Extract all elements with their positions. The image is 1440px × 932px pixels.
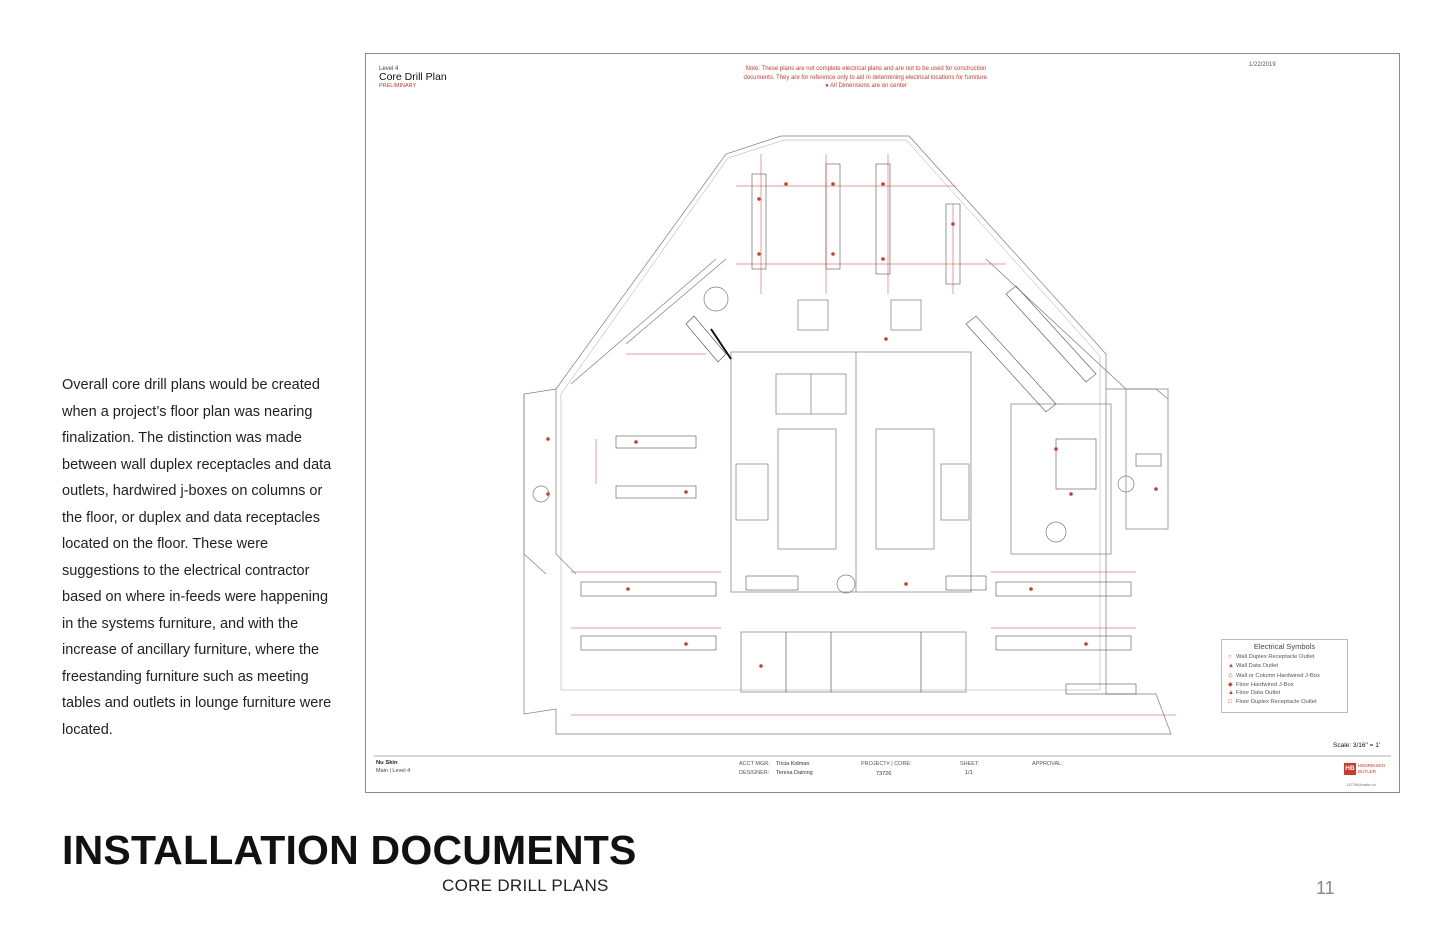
legend-label: Floor Data Outlet [1236, 690, 1281, 696]
workstation-cluster [686, 316, 726, 362]
workstation-cluster [616, 486, 696, 498]
client-location: Main | Level 4 [376, 768, 411, 774]
legend-label: Wall Data Outlet [1236, 663, 1278, 669]
outlet-marker [626, 587, 630, 591]
outlet-marker [1084, 642, 1088, 646]
legend-item [1228, 690, 1280, 696]
building-outline-inner [561, 140, 1100, 690]
right-wing-wall [1106, 389, 1168, 399]
workstation-cluster [581, 582, 716, 596]
restroom-right [876, 429, 934, 549]
core-drill-plan-sheet [365, 53, 1400, 793]
workstation-cluster [966, 316, 1056, 412]
workstation-cluster [746, 576, 798, 590]
legend-label: Wall or Column Hardwired J-Box [1236, 673, 1320, 679]
workstation-cluster [1056, 439, 1096, 489]
plan-title: Core Drill Plan [379, 71, 447, 83]
designer-label: DESIGNER: [739, 770, 770, 776]
outlet-marker [904, 582, 908, 586]
plan-status: PRELIMINARY [379, 83, 417, 89]
outlet-marker [759, 664, 763, 668]
legend-symbol: ▲ [1228, 663, 1234, 669]
outlet-marker [684, 490, 688, 494]
legend-item [1228, 654, 1314, 660]
feature-wall [711, 329, 731, 359]
legend-item [1228, 681, 1294, 688]
acct-mgr-value: Tricia Kidman [776, 761, 810, 767]
building-core [731, 352, 971, 592]
plan-date: 1/22/2019 [1249, 62, 1276, 68]
page-number: 11 [1316, 878, 1335, 898]
workstation-cluster [996, 636, 1131, 650]
legend-title: Electrical Symbols [1253, 642, 1316, 651]
intro-paragraph: Overall core drill plans would be created when a project’s floor plan was nearing finalization. The distinction was made between wall duplex receptacles and data outlets, hardwired j-boxes on columns or the floor, or duplex and data receptacles located on the floor. These were suggestions to the electrical contractor based on where in-feeds were happening in the systems furniture, and with the increase of ancillary furniture, where the freestanding furniture such as meeting tables and outlets in lounge furniture were located. [62, 377, 332, 738]
outlet-marker [1069, 492, 1073, 496]
lounge-seating [1066, 684, 1136, 694]
outlet-marker [684, 642, 688, 646]
legend-symbol: ○ [1228, 654, 1232, 660]
stair-right [941, 464, 969, 520]
plan-note-line: ● All Dimensions are on center [825, 83, 907, 89]
outlet-marker [884, 337, 888, 341]
round-table [1046, 522, 1066, 542]
legend-symbol: □ [1228, 699, 1232, 705]
meeting-table [798, 300, 828, 330]
plan-note-line: Note: These plans are not complete electrical plans and are not to be used for construction [745, 66, 987, 72]
henriksen-butler-name: HENRIKSEN BUTLER [1358, 763, 1385, 774]
conference-room [921, 632, 966, 692]
electrical-symbols-legend [1221, 639, 1348, 713]
outlet-marker [831, 182, 835, 186]
legend-symbol: ▲ [1228, 690, 1234, 696]
outlet-marker [881, 182, 885, 186]
legend-item [1228, 663, 1278, 669]
outlet-marker [784, 182, 788, 186]
stair-left [736, 464, 768, 520]
designer-value: Teresa Daining [776, 770, 813, 776]
conference-room [786, 632, 831, 692]
henriksen-butler-logo: HB [1344, 763, 1356, 775]
legend-label: Floor Duplex Receptacle Outlet [1236, 699, 1317, 705]
approval-label: APPROVAL: [1032, 761, 1063, 767]
legend-label: Wall Duplex Receptacle Outlet [1236, 654, 1315, 660]
outlet-marker [881, 257, 885, 261]
plan-scale: Scale: 3/16" = 1' [1333, 742, 1381, 749]
file-name: 1372684main.rvt [1346, 782, 1376, 787]
building-outline [524, 136, 1171, 734]
outlet-marker [757, 252, 761, 256]
round-table [704, 287, 728, 311]
outlet-marker [1154, 487, 1158, 491]
outlet-marker [546, 437, 550, 441]
acct-mgr-label: ACCT MGR: [739, 761, 770, 767]
conference-room [831, 632, 921, 692]
round-table [837, 575, 855, 593]
plan-level: Level 4 [379, 66, 399, 72]
outlet-marker [1054, 447, 1058, 451]
outlet-marker [831, 252, 835, 256]
plan-note-line: documents. They are for reference only to aid in determining electrical locations for furniture. [743, 74, 989, 81]
workstation-cluster [616, 436, 696, 448]
outlet-marker [757, 197, 761, 201]
legend-item [1228, 672, 1320, 679]
sheet-label: SHEET: [960, 761, 980, 767]
outlet-marker [951, 222, 955, 226]
right-wing [1126, 389, 1168, 529]
outlet-marker [1029, 587, 1033, 591]
workstation-cluster [996, 582, 1131, 596]
outlet-marker [634, 440, 638, 444]
client-name: Nu Skin [376, 760, 398, 766]
workstation-cluster [946, 576, 986, 590]
meeting-table [891, 300, 921, 330]
legend-symbol: ◇ [1228, 673, 1233, 679]
legend-label: Floor Hardwired J-Box [1236, 682, 1294, 688]
page-heading: INSTALLATION DOCUMENTS [62, 827, 637, 873]
left-wing-wall [524, 394, 546, 574]
sheet-value: 1/1 [965, 770, 973, 776]
project-value: 73726 [876, 771, 892, 777]
workstation-cluster [1006, 286, 1096, 382]
legend-symbol: ◆ [1228, 682, 1233, 688]
lounge-seating [1136, 454, 1161, 466]
conference-room [741, 632, 786, 692]
restroom-left [778, 429, 836, 549]
outlet-marker [546, 492, 550, 496]
project-label: PROJECT# | CORE: [861, 761, 912, 767]
page-subheading: CORE DRILL PLANS [442, 876, 609, 895]
legend-item [1228, 699, 1317, 705]
left-wing-wall [556, 389, 576, 574]
workstation-cluster [581, 636, 716, 650]
